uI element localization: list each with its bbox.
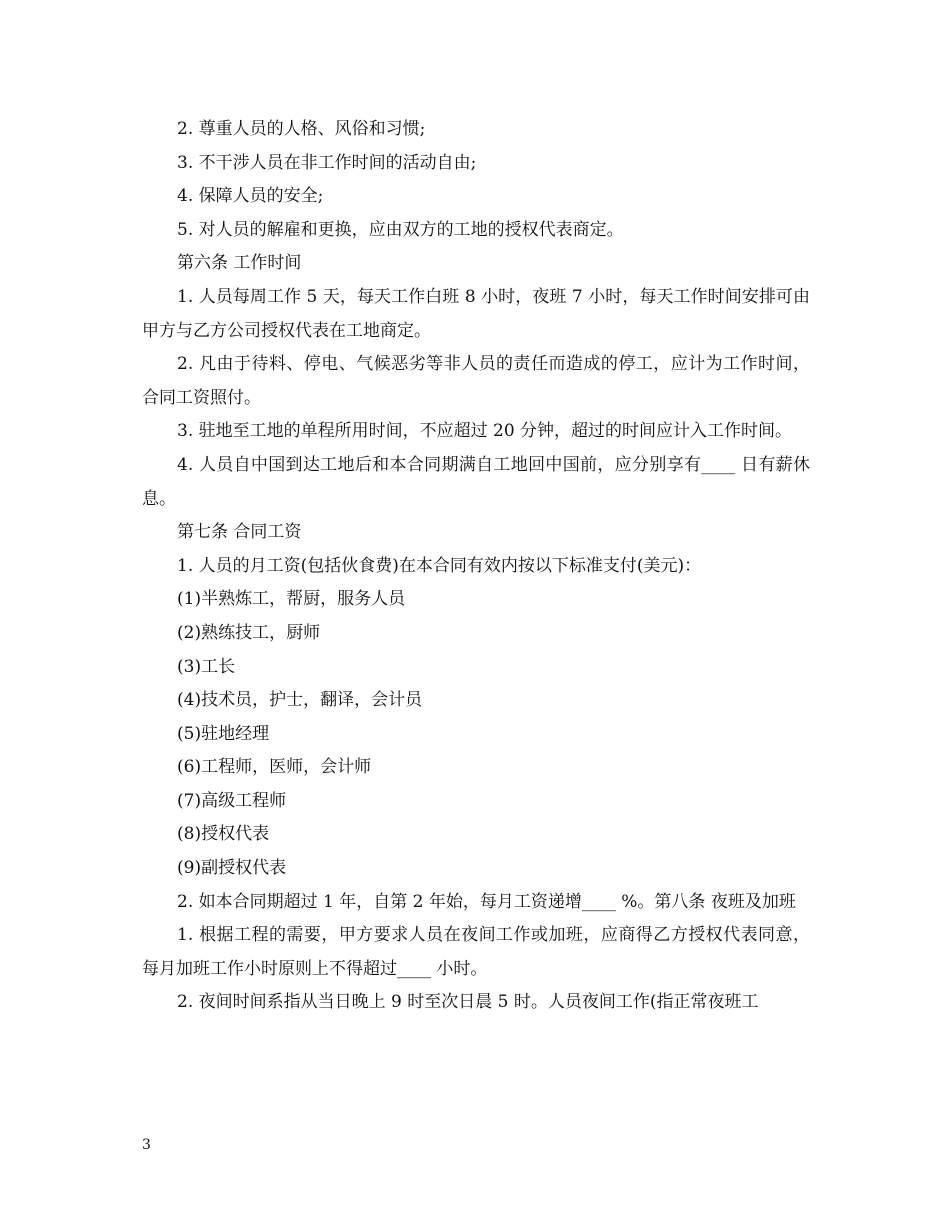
wage-grade-8: (8)授权代表 — [177, 824, 270, 845]
wage-grade-5: (5)驻地经理 — [177, 723, 270, 744]
article-8-item-2: 2. 夜间时间系指从当日晚上 9 时至次日晨 5 时。人员夜间工作(指正常夜班工 — [177, 992, 759, 1013]
article-7-item-2: 2. 如本合同期超过 1 年，自第 2 年始，每月工资递增____ %。第八条 夜班及加班 — [177, 891, 796, 912]
wage-grade-4: (4)技术员，护士，翻译，会计员 — [177, 690, 423, 711]
clause-item-2-respect: 2. 尊重人员的人格、风俗和习惯; — [177, 119, 426, 139]
article-6-item-1: 1. 人员每周工作 5 天，每天工作白班 8 小时，夜班 7 小时，每天工作时间安排可由甲方与乙方公司授权代表在工地商定。 — [142, 286, 810, 341]
article-6-heading: 第六条 工作时间 — [177, 253, 302, 274]
article-8-item-1: 1. 根据工程的需要，甲方要求人员在夜间工作或加班，应商得乙方授权代表同意，每月加班工作小时原则上不得超过____ 小时。 — [142, 925, 810, 979]
wage-grade-7: (7)高级工程师 — [177, 790, 287, 811]
wage-grade-6: (6)工程师，医师，会计师 — [177, 757, 372, 778]
wage-grade-2: (2)熟练技工，厨师 — [177, 622, 321, 643]
page-number: 3 — [142, 1137, 151, 1153]
wage-grade-1: (1)半熟炼工，帮厨，服务人员 — [177, 589, 406, 610]
clause-item-5-dismissal: 5. 对人员的解雇和更换，应由双方的工地的授权代表商定。 — [177, 219, 624, 240]
clause-item-3-freedom: 3. 不干涉人员在非工作时间的活动自由; — [177, 152, 477, 173]
clause-item-4-safety: 4. 保障人员的安全; — [177, 186, 324, 207]
article-7-item-1: 1. 人员的月工资(包括伙食费)在本合同有效内按以下标准支付(美元)： — [177, 555, 702, 576]
document-body — [142, 113, 810, 1020]
article-7-heading: 第七条 合同工资 — [177, 522, 302, 543]
article-6-item-2: 2. 凡由于待料、停电、气候恶劣等非人员的责任而造成的停工，应计为工作时间，合同工资照付。 — [142, 354, 810, 408]
wage-grade-9: (9)副授权代表 — [177, 858, 287, 879]
wage-grade-3: (3)工长 — [177, 656, 236, 677]
article-6-item-3: 3. 驻地至工地的单程所用时间，不应超过 20 分钟，超过的时间应计入工作时间。 — [177, 421, 793, 442]
article-6-item-4: 4. 人员自中国到达工地后和本合同期满自工地回中国前，应分别享有____ 日有薪休息。 — [142, 454, 810, 509]
